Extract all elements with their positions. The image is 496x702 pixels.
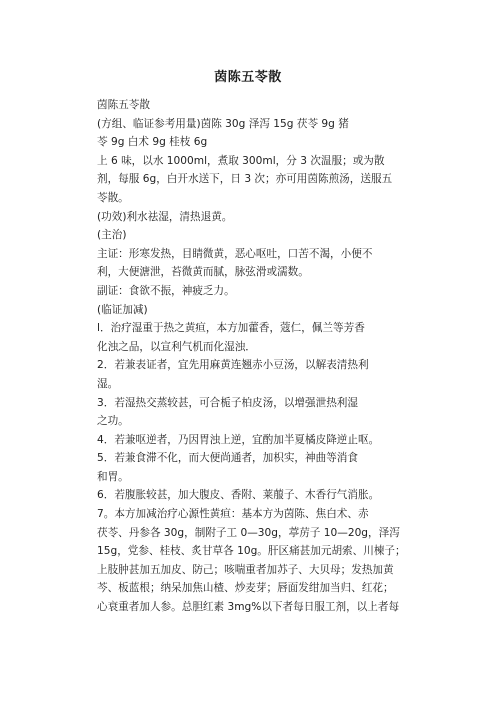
text-line: 4．若兼呕逆者，乃因胃浊上逆，宜酌加半夏橘皮降逆止呕。 <box>97 433 380 446</box>
text-line: 化浊之品，以宣利气机而化湿浊． <box>97 340 256 353</box>
text-line: (主治) <box>97 229 127 242</box>
text-line: 上肢肿甚加五加皮、防己；咳喘重者加苏子、大贝母；发热加黄 <box>97 563 394 576</box>
text-line: 利，大便溏泄，苔微黄而腻，脉弦滑或濡数。 <box>97 266 309 279</box>
text-line: 之功。 <box>97 415 129 428</box>
text-line: (功效)利水祛湿，清热退黄。 <box>97 210 233 223</box>
text-line: 茯苓、丹参各 30g，制附子工 0—30g，葶苈子 10—20g，泽泻 <box>97 526 400 539</box>
text-line: (方组、临证参考用量)茵陈 30g 泽泻 15g 茯苓 9g 猪 <box>97 117 349 130</box>
text-line: 3．若湿热交蒸较甚，可合栀子柏皮汤，以增强泄热利湿 <box>97 396 358 409</box>
text-line: 茵陈五苓散 <box>97 99 150 111</box>
text-line: 6．若腹胀较甚，加大腹皮、香附、莱菔子、木香行气消胀。 <box>97 489 380 502</box>
text-line: 2．若兼表证者，宜先用麻黄连翘赤小豆汤，以解表清热利 <box>97 359 369 372</box>
text-line: 湿。 <box>97 377 119 390</box>
document-title: 茵陈五苓散 <box>214 70 282 85</box>
text-line: (临证加减) <box>97 303 148 316</box>
text-line: 7。本方加减治疗心源性黄疸：基本方为茵陈、焦白术、赤 <box>97 508 369 521</box>
text-line: 和胃。 <box>97 470 129 483</box>
text-line: 15g，党参、桂枝、炙甘草各 10g。肝区痛甚加元胡索、川楝子； <box>97 545 406 558</box>
text-line: 剂，每服 6g，白开水送下，日 3 次；亦可用茵陈煎汤，送服五 <box>97 173 393 186</box>
text-line: 主证：形寒发热，目睛微黄，恶心呕吐，口苦不渴，小便不 <box>97 247 373 260</box>
text-line: l．治疗湿重于热之黄疸，本方加藿香，蔻仁，佩兰等芳香 <box>97 322 365 335</box>
text-line: 上 6 味，以水 1000ml，煮取 300ml，分 3 次温服；或为散 <box>97 154 385 167</box>
text-line: 5．若兼食滞不化，而大便尚通者，加枳实，神曲等消食 <box>97 452 358 465</box>
text-line: 苓散。 <box>97 191 129 204</box>
document-body <box>97 96 407 617</box>
text-line: 副证：食欲不振，神疲乏力。 <box>97 284 235 297</box>
text-line: 苓 9g 白术 9g 桂枝 6g <box>97 136 208 149</box>
text-line: 芩、板蓝根；纳呆加焦山楂、炒麦芽；唇面发绀加当归、红花； <box>97 582 394 595</box>
text-line: 心衰重者加人参。总胆红素 3mg%以下者每日服工剂，以上者每 <box>97 601 400 614</box>
